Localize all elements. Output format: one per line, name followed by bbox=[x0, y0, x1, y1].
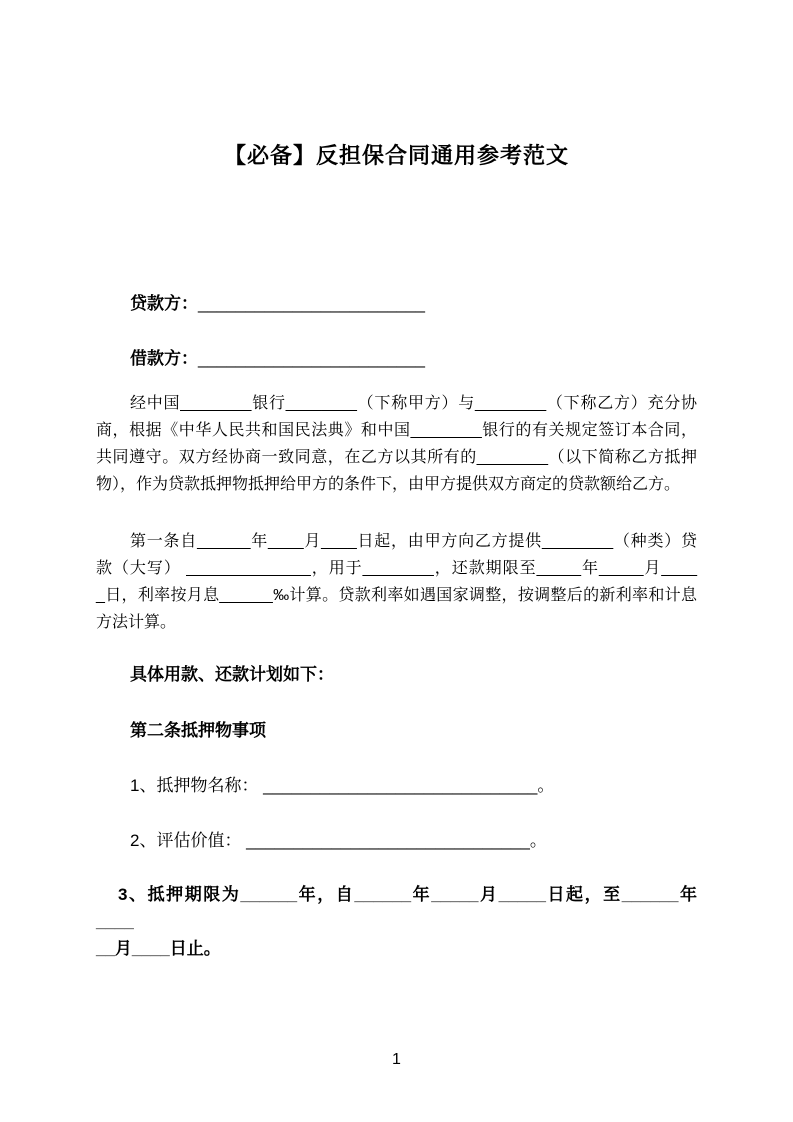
borrower-blank-line: ________________________ bbox=[198, 349, 425, 368]
article1-paragraph bbox=[96, 528, 697, 636]
contract-item-2: 2、评估价值： ______________________________。 bbox=[130, 831, 547, 850]
article1-line: 款（大写） ______________，用于________，还款期限至_____年_____月____ bbox=[96, 560, 697, 577]
page-number: 1 bbox=[392, 1051, 401, 1068]
preamble-line: 经中国________银行________（下称甲方）与________（下称乙方）充分协 bbox=[130, 395, 697, 412]
contract-item-1: 1、抵押物名称： _____________________________。 bbox=[130, 776, 555, 795]
article1-line: 第一条自______年____月____日起，由甲方向乙方提供________（种类）贷 bbox=[130, 533, 697, 550]
item3-line: __月____日止。 bbox=[96, 939, 221, 958]
lender-blank-line: ________________________ bbox=[198, 294, 425, 313]
article1-line: 方法计算。 bbox=[96, 614, 177, 631]
contract-item-3 bbox=[96, 881, 697, 962]
preamble-paragraph bbox=[96, 390, 697, 498]
borrower-field bbox=[96, 345, 697, 373]
item3-line: 3、抵押期限为______年，自______年_____月_____日起，至______年____ bbox=[96, 885, 697, 931]
preamble-line: 共同遵守。双方经协商一致同意，在乙方以其所有的________（以下简称乙方抵押 bbox=[96, 449, 697, 466]
document-title: 【必备】反担保合同通用参考范文 bbox=[223, 143, 569, 168]
preamble-line: 商，根据《中华人民共和国民法典》和中国________银行的有关规定签订本合同， bbox=[96, 422, 697, 439]
preamble-line: 物），作为贷款抵押物抵押给甲方的条件下，由甲方提供双方商定的贷款额给乙方。 bbox=[96, 476, 681, 493]
article2-heading: 第二条抵押物事项 bbox=[130, 721, 266, 740]
lender-label: 贷款方： bbox=[130, 294, 198, 313]
plan-heading: 具体用款、还款计划如下： bbox=[130, 665, 334, 684]
lender-field bbox=[96, 290, 697, 318]
borrower-label: 借款方： bbox=[130, 349, 198, 368]
article1-line: _日，利率按月息______‰计算。贷款利率如遇国家调整，按调整后的新利率和计息 bbox=[96, 587, 697, 604]
